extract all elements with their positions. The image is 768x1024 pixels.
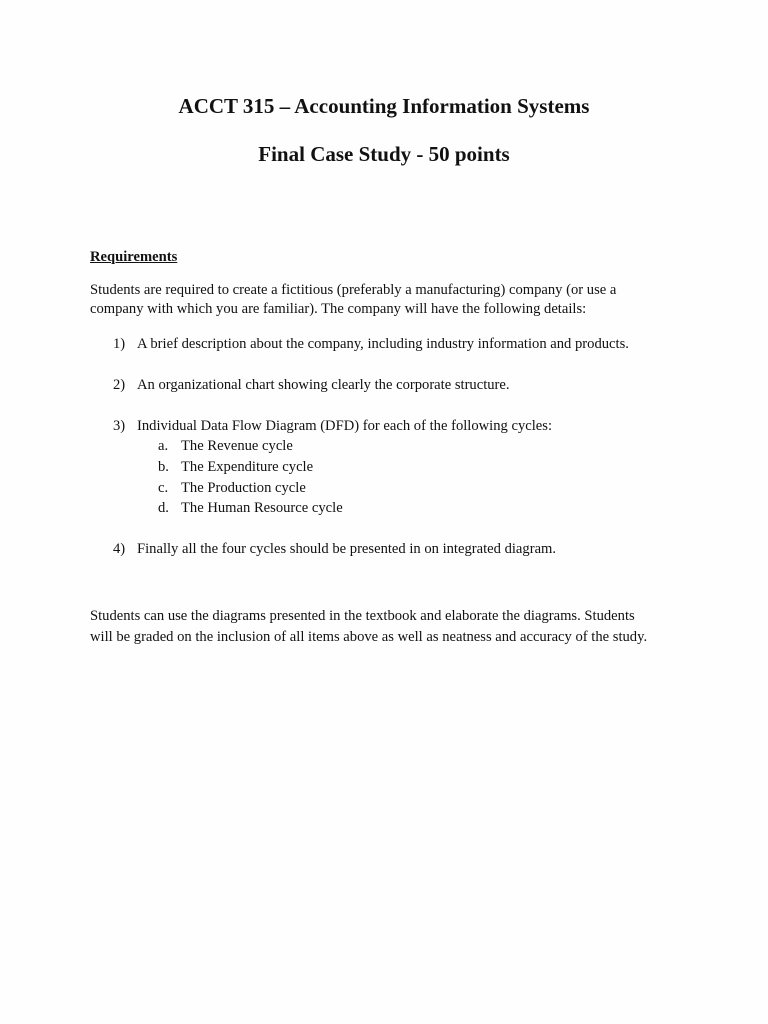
intro-paragraph-line-2: company with which you are familiar). The company will have the following details: (90, 301, 587, 317)
sub-item-text: The Revenue cycle (181, 438, 293, 454)
list-item-number: 2) (113, 377, 126, 393)
list-item-number: 1) (113, 336, 126, 352)
list-item-text: A brief description about the company, including industry information and products. (137, 336, 629, 352)
sub-item-text: The Expenditure cycle (181, 459, 314, 475)
closing-paragraph-line-2: will be graded on the inclusion of all items above as well as neatness and accuracy of the study. (90, 629, 648, 645)
sub-item-letter: c. (158, 480, 169, 496)
sub-item-text: The Human Resource cycle (181, 500, 343, 516)
closing-paragraph-line-1: Students can use the diagrams presented in the textbook and elaborate the diagrams. Students (90, 608, 635, 624)
list-item-text: Finally all the four cycles should be presented in on integrated diagram. (137, 541, 557, 557)
sub-item-letter: a. (158, 438, 169, 454)
document-title: ACCT 315 – Accounting Information Systems (178, 94, 590, 118)
document-subtitle: Final Case Study - 50 points (258, 142, 510, 166)
sub-item-letter: d. (158, 500, 169, 516)
requirements-heading: Requirements (90, 249, 178, 265)
sub-item-text: The Production cycle (181, 480, 306, 496)
list-item-text: An organizational chart showing clearly the corporate structure. (137, 377, 510, 393)
list-item-text: Individual Data Flow Diagram (DFD) for each of the following cycles: (137, 418, 552, 434)
intro-paragraph-line-1: Students are required to create a fictitious (preferably a manufacturing) company (or use a (90, 282, 617, 298)
list-item-number: 3) (113, 418, 126, 434)
list-item-number: 4) (113, 541, 126, 557)
sub-item-letter: b. (158, 459, 169, 475)
